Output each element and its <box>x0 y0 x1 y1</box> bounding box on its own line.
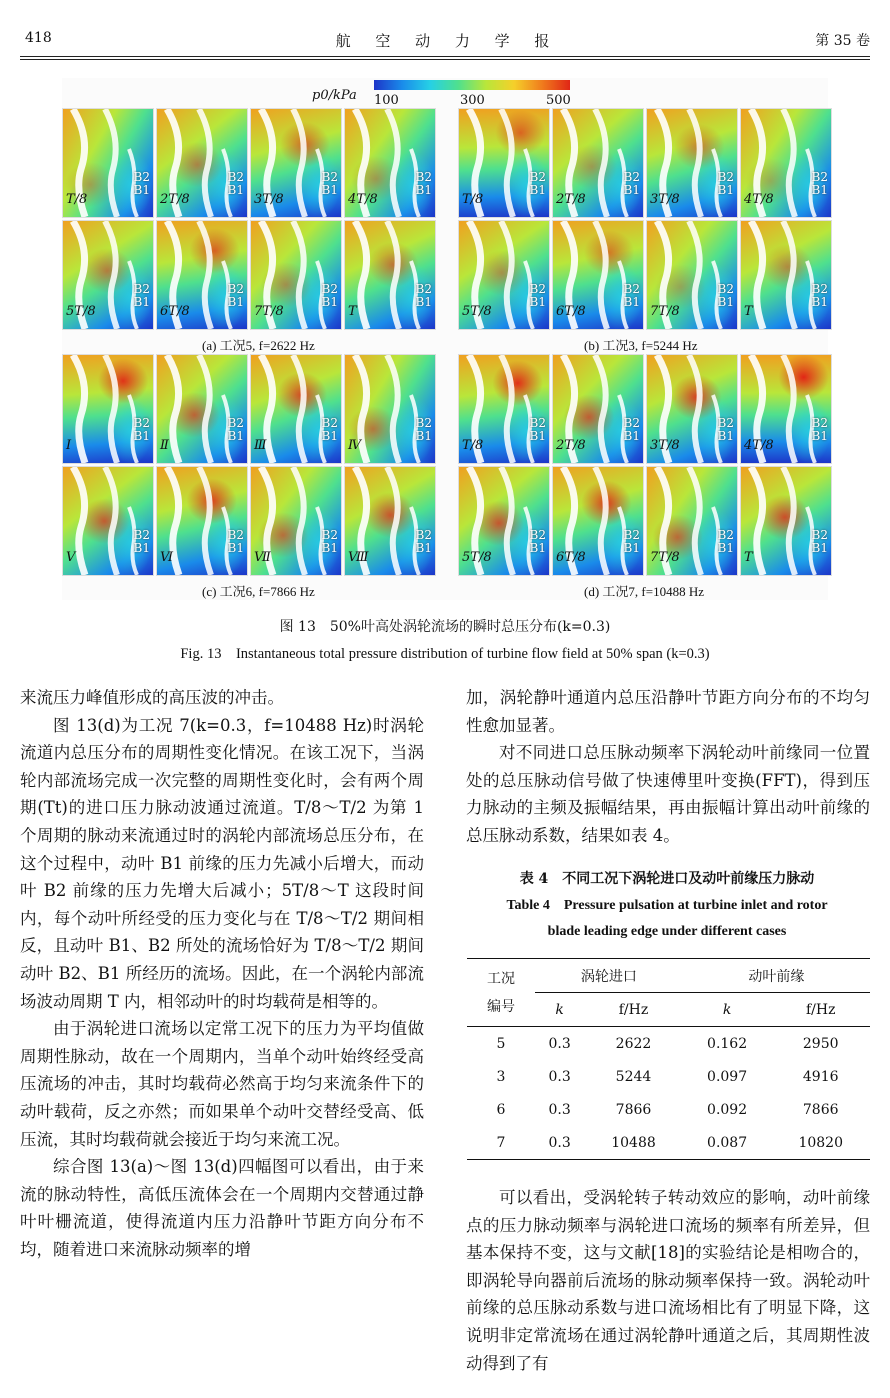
cell: 10820 <box>798 1134 843 1151</box>
paragraph: 加，涡轮静叶通道内总压沿静叶节距方向分布的不均匀性愈加显著。 <box>466 688 870 735</box>
blade-label-b2: B2 <box>811 170 828 184</box>
blade-labels <box>812 529 828 555</box>
time-label: 4T/8 <box>744 438 774 453</box>
paragraph: 由于涡轮进口流场以定常工况下的压力为平均值做周期性脉动，故在一个周期内，当单个动叶始终经受高压流场的冲击，其时均载荷必然高于均匀来流条件下的动叶载荷，反之亦然；而如果单个动叶交替经受高、低压流，其时均载荷就会接近于均匀来流工况。 <box>20 1019 424 1149</box>
right-column-top <box>466 684 870 850</box>
time-label: Ⅴ <box>66 550 76 565</box>
blade-labels <box>718 529 734 555</box>
cell: 0.3 <box>548 1134 571 1151</box>
cell: 2950 <box>802 1035 839 1052</box>
blade-labels <box>416 529 432 555</box>
blade-label-b2: B2 <box>321 170 338 184</box>
time-label: T/8 <box>66 192 88 207</box>
contour-panel <box>740 220 832 330</box>
time-label: Ⅰ <box>66 438 72 453</box>
time-label: 4T/8 <box>348 192 378 207</box>
blade-label-b1: B1 <box>811 295 828 309</box>
blade-labels <box>624 171 640 197</box>
blade-label-b1: B1 <box>811 183 828 197</box>
case-header-line2: 编号 <box>487 998 515 1015</box>
cell: 2622 <box>615 1035 652 1052</box>
blade-labels <box>718 283 734 309</box>
blade-labels <box>416 417 432 443</box>
group-header-rotor: 动叶前缘 <box>683 959 870 993</box>
time-label: 5T/8 <box>462 304 492 319</box>
blade-label-b1: B1 <box>133 295 150 309</box>
contour-panel <box>552 108 644 218</box>
contour-panel <box>156 108 248 218</box>
time-label: 2T/8 <box>556 192 586 207</box>
blade-label-b1: B1 <box>133 429 150 443</box>
time-label: T <box>744 550 753 565</box>
table-4 <box>467 958 870 1160</box>
paragraph: 来流压力峰值形成的高压波的冲击。 <box>20 688 284 707</box>
blade-label-b1: B1 <box>811 541 828 555</box>
contour-panel <box>62 354 154 464</box>
time-label: 6T/8 <box>556 550 586 565</box>
time-label: Ⅶ <box>254 550 271 565</box>
blade-label-b1: B1 <box>415 541 432 555</box>
blade-label-b2: B2 <box>415 282 432 296</box>
blade-label-b1: B1 <box>623 183 640 197</box>
blade-label-b2: B2 <box>717 528 734 542</box>
blade-labels <box>322 417 338 443</box>
col-k-rotor: k <box>722 1001 732 1018</box>
paragraph: 对不同进口总压脉动频率下涡轮动叶前缘同一位置处的总压脉动信号做了快速傅里叶变换(FFT)，得到压力脉动的主频及振幅结果，再由振幅计算出动叶前缘的总压脉动系数，结果如表 4。 <box>466 743 870 845</box>
time-label: T <box>744 304 753 319</box>
contour-panel <box>156 220 248 330</box>
contour-panel <box>156 466 248 576</box>
blade-label-b1: B1 <box>321 295 338 309</box>
contour-panel <box>458 466 550 576</box>
col-f-inlet: f/Hz <box>618 1001 649 1018</box>
blade-label-b2: B2 <box>623 282 640 296</box>
colorbar-label: p0/kPa <box>312 88 357 103</box>
blade-label-b1: B1 <box>415 295 432 309</box>
time-label: T/8 <box>462 438 484 453</box>
time-label: Ⅵ <box>160 550 174 565</box>
blade-label-b2: B2 <box>623 416 640 430</box>
blade-shapes <box>345 221 435 329</box>
time-label: T/8 <box>462 192 484 207</box>
time-label: T <box>348 304 357 319</box>
blade-labels <box>322 171 338 197</box>
figure-13 <box>62 78 828 600</box>
blade-label-b1: B1 <box>717 429 734 443</box>
contour-panel <box>250 354 342 464</box>
blade-label-b1: B1 <box>321 541 338 555</box>
blade-label-b2: B2 <box>227 416 244 430</box>
blade-label-b2: B2 <box>133 170 150 184</box>
blade-labels <box>228 417 244 443</box>
table-row <box>467 1093 870 1126</box>
colorbar-tick-100: 100 <box>374 93 399 108</box>
time-label: 5T/8 <box>462 550 492 565</box>
blade-label-b2: B2 <box>227 528 244 542</box>
blade-label-b1: B1 <box>623 429 640 443</box>
volume-number: 第 35 卷 <box>815 33 870 49</box>
contour-panel <box>458 220 550 330</box>
cell: 7866 <box>615 1101 652 1118</box>
blade-label-b1: B1 <box>717 295 734 309</box>
table-row <box>467 1027 870 1061</box>
blade-labels <box>530 171 546 197</box>
blade-label-b1: B1 <box>227 429 244 443</box>
blade-label-b1: B1 <box>529 429 546 443</box>
blade-labels <box>134 529 150 555</box>
blade-labels <box>530 283 546 309</box>
blade-shapes <box>63 355 153 463</box>
contour-panel <box>740 108 832 218</box>
blade-labels <box>812 417 828 443</box>
left-column <box>20 684 424 1263</box>
time-label: 2T/8 <box>160 192 190 207</box>
blade-labels <box>134 283 150 309</box>
blade-label-b1: B1 <box>133 183 150 197</box>
time-label: 6T/8 <box>556 304 586 319</box>
blade-labels <box>530 529 546 555</box>
figure-caption-en: Fig. 13 Instantaneous total pressure distribution of turbine flow field at 50% span (k=0.3) <box>180 646 710 662</box>
cell: 0.097 <box>707 1068 748 1085</box>
blade-label-b2: B2 <box>623 170 640 184</box>
blade-label-b1: B1 <box>529 183 546 197</box>
cell: 3 <box>496 1068 506 1085</box>
blade-shapes <box>63 467 153 575</box>
blade-label-b1: B1 <box>623 295 640 309</box>
blade-label-b1: B1 <box>227 295 244 309</box>
contour-panel <box>458 354 550 464</box>
time-label: 7T/8 <box>650 304 680 319</box>
blade-label-b2: B2 <box>227 282 244 296</box>
blade-label-b2: B2 <box>811 416 828 430</box>
subcaption-d: (d) 工况7, f=10488 Hz <box>584 584 704 599</box>
blade-label-b1: B1 <box>321 183 338 197</box>
table-row <box>467 1126 870 1160</box>
subcaption-a: (a) 工况5, f=2622 Hz <box>202 338 315 353</box>
blade-label-b2: B2 <box>321 416 338 430</box>
blade-labels <box>134 417 150 443</box>
col-k-inlet: k <box>555 1001 564 1018</box>
blade-label-b1: B1 <box>133 541 150 555</box>
cell: 0.092 <box>707 1101 748 1118</box>
blade-label-b2: B2 <box>321 528 338 542</box>
header-rule-double <box>20 59 870 60</box>
blade-labels <box>416 171 432 197</box>
paragraph: 图 13(d)为工况 7(k=0.3，f=10488 Hz)时涡轮流道内总压分布的周期性变化情况。在该工况下，当涡轮内部流场完成一次完整的周期性变化时，会有两个周期(Tt)的进口压力脉动波通过流道。T/8～T/2 为第 1 个周期的脉动来流通过时的涡轮内部流场总压分布，在这个过程中，动叶 B1 前缘的压力先减小后增大，而动叶 B2 前缘的压力先增大后减小；5T/8～T 这段时间内，每个动叶所经受的压力变化与在 T/8～T/2 期间相反，且动叶 B1、B2 所处的流场恰好为 T/8～T/2 期间动叶 B2、B1 所经历的流场。因此，在一个涡轮内部流场波动周期 T 内，相邻动叶的时均载荷是相等的。 <box>20 715 424 1011</box>
contour-panel <box>740 466 832 576</box>
blade-label-b1: B1 <box>811 429 828 443</box>
contour-panel <box>344 220 436 330</box>
blade-shapes <box>741 221 831 329</box>
blade-label-b1: B1 <box>227 541 244 555</box>
contour-panel <box>250 108 342 218</box>
table-caption-cn: 表 4 不同工况下涡轮进口及动叶前缘压力脉动 <box>519 871 815 887</box>
time-label: Ⅳ <box>348 438 361 453</box>
blade-shapes <box>157 355 247 463</box>
case-header <box>467 959 535 1027</box>
cell: 0.162 <box>707 1035 748 1052</box>
blade-label-b1: B1 <box>717 541 734 555</box>
cell: 5 <box>496 1035 506 1052</box>
contour-panel <box>646 108 738 218</box>
blade-label-b2: B2 <box>133 282 150 296</box>
time-label: 5T/8 <box>66 304 96 319</box>
paragraph: 可以看出，受涡轮转子转动效应的影响，动叶前缘点的压力脉动频率与涡轮进口流场的频率有所差异，但基本保持不变，这与文献[18]的实验结论是相吻合的，即涡轮导向器前后流场的脉动频率保持一致。涡轮动叶前缘的总压脉动系数与进口流场相比有了明显下降，这说明非定常流场在通过涡轮静叶通道之后，其周期性波动得到了有 <box>466 1188 870 1373</box>
time-label: Ⅷ <box>348 550 369 565</box>
blade-label-b2: B2 <box>717 416 734 430</box>
cell: 7866 <box>802 1101 839 1118</box>
blade-label-b1: B1 <box>415 429 432 443</box>
contour-panel <box>552 220 644 330</box>
journal-title: 航 空 动 力 学 报 <box>335 32 560 50</box>
contour-panel <box>646 354 738 464</box>
time-label: 6T/8 <box>160 304 190 319</box>
blade-label-b1: B1 <box>415 183 432 197</box>
colorbar-tick-300: 300 <box>460 93 485 108</box>
col-f-rotor: f/Hz <box>805 1001 836 1018</box>
blade-label-b2: B2 <box>415 170 432 184</box>
contour-panel <box>458 108 550 218</box>
figure-caption-cn: 图 13 50%叶高处涡轮流场的瞬时总压分布(k=0.3) <box>279 619 611 635</box>
blade-label-b2: B2 <box>811 282 828 296</box>
blade-labels <box>624 417 640 443</box>
contour-panel <box>62 466 154 576</box>
cell: 0.087 <box>707 1134 748 1151</box>
contour-panel <box>344 108 436 218</box>
table-row <box>467 1060 870 1093</box>
blade-label-b2: B2 <box>529 528 546 542</box>
blade-label-b2: B2 <box>415 528 432 542</box>
cell: 0.3 <box>548 1035 571 1052</box>
cell: 6 <box>496 1101 506 1118</box>
blade-label-b2: B2 <box>529 170 546 184</box>
paragraph: 综合图 13(a)～图 13(d)四幅图可以看出，由于来流的脉动特性，高低压流体会在一个周期内交替通过静叶叶栅流道，使得流道内压力沿静叶节距方向分布不均，随着进口来流脉动频率的增 <box>20 1157 424 1259</box>
time-label: 4T/8 <box>744 192 774 207</box>
colorbar <box>374 80 570 90</box>
blade-label-b2: B2 <box>529 416 546 430</box>
blade-label-b2: B2 <box>415 416 432 430</box>
cell: 5244 <box>615 1068 652 1085</box>
contour-panel <box>344 354 436 464</box>
blade-labels <box>624 283 640 309</box>
contour-panel <box>250 466 342 576</box>
contour-panel <box>646 220 738 330</box>
time-label: Ⅱ <box>160 438 169 453</box>
time-label: 7T/8 <box>650 550 680 565</box>
blade-labels <box>530 417 546 443</box>
blade-label-b2: B2 <box>133 416 150 430</box>
time-label: 2T/8 <box>556 438 586 453</box>
blade-label-b1: B1 <box>529 541 546 555</box>
contour-panel <box>552 354 644 464</box>
blade-label-b1: B1 <box>529 295 546 309</box>
blade-label-b1: B1 <box>623 541 640 555</box>
cell: 4916 <box>802 1068 839 1085</box>
running-header <box>25 30 870 52</box>
contour-panel <box>740 354 832 464</box>
subcaption-c: (c) 工况6, f=7866 Hz <box>202 584 315 599</box>
blade-labels <box>228 529 244 555</box>
blade-label-b1: B1 <box>321 429 338 443</box>
blade-labels <box>624 529 640 555</box>
blade-label-b2: B2 <box>811 528 828 542</box>
subcaption-b: (b) 工况3, f=5244 Hz <box>584 338 698 353</box>
blade-label-b2: B2 <box>529 282 546 296</box>
right-column-bottom <box>466 1184 870 1377</box>
blade-label-b2: B2 <box>717 170 734 184</box>
blade-labels <box>812 171 828 197</box>
blade-label-b1: B1 <box>227 183 244 197</box>
table-caption-en-1: Table 4 Pressure pulsation at turbine inlet and rotor <box>506 898 828 913</box>
table-caption-en-2: blade leading edge under different cases <box>547 924 787 939</box>
blade-label-b2: B2 <box>321 282 338 296</box>
contour-panel <box>156 354 248 464</box>
blade-labels <box>718 171 734 197</box>
contour-panel <box>62 108 154 218</box>
colorbar-tick-500: 500 <box>546 93 571 108</box>
blade-labels <box>134 171 150 197</box>
blade-label-b2: B2 <box>133 528 150 542</box>
cell: 10488 <box>611 1134 656 1151</box>
contour-panel <box>646 466 738 576</box>
blade-label-b1: B1 <box>717 183 734 197</box>
contour-panel <box>62 220 154 330</box>
blade-labels <box>718 417 734 443</box>
contour-panel <box>250 220 342 330</box>
blade-labels <box>812 283 828 309</box>
cell: 0.3 <box>548 1068 571 1085</box>
blade-label-b2: B2 <box>717 282 734 296</box>
case-header-line1: 工况 <box>487 970 515 987</box>
blade-labels <box>228 283 244 309</box>
cell: 0.3 <box>548 1101 571 1118</box>
group-header-inlet: 涡轮进口 <box>535 959 683 993</box>
contour-panel <box>344 466 436 576</box>
blade-labels <box>322 283 338 309</box>
blade-labels <box>228 171 244 197</box>
blade-label-b2: B2 <box>227 170 244 184</box>
blade-labels <box>322 529 338 555</box>
blade-labels <box>416 283 432 309</box>
contour-panel <box>552 466 644 576</box>
header-rule <box>20 56 870 57</box>
blade-shapes <box>741 467 831 575</box>
page-number: 418 <box>25 30 52 46</box>
time-label: 3T/8 <box>650 192 680 207</box>
cell: 7 <box>496 1134 506 1151</box>
time-label: Ⅲ <box>254 438 267 453</box>
time-label: 7T/8 <box>254 304 284 319</box>
time-label: 3T/8 <box>650 438 680 453</box>
time-label: 3T/8 <box>254 192 284 207</box>
blade-label-b2: B2 <box>623 528 640 542</box>
